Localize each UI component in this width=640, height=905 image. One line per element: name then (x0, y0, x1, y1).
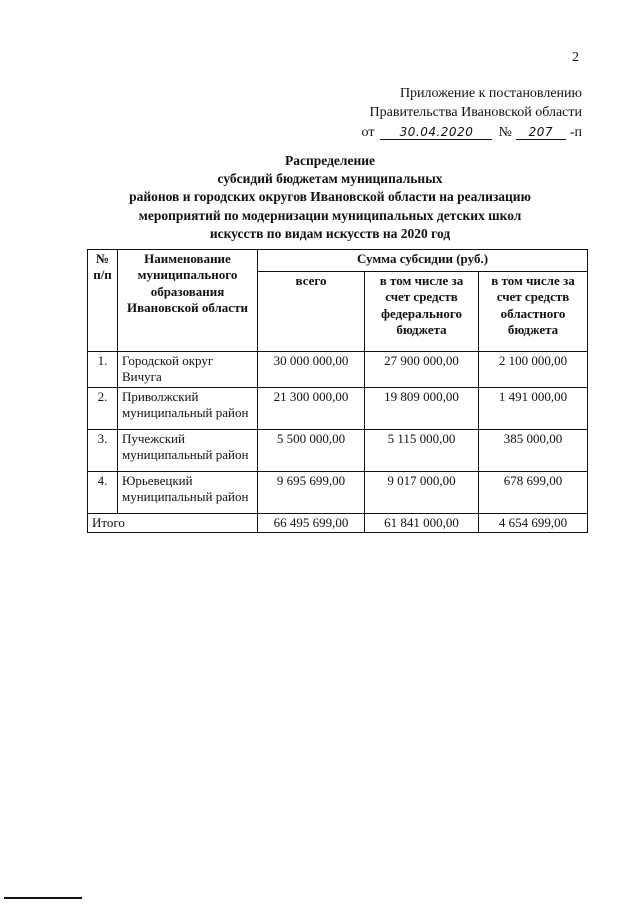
row-total: 21 300 000,00 (258, 387, 365, 429)
handwritten-number: 207 (516, 126, 566, 140)
row-total: 9 695 699,00 (258, 471, 365, 513)
appendix-date-line (362, 123, 582, 142)
header-subsidy-sum: Сумма субсидии (руб.) (258, 250, 588, 272)
totals-row (88, 513, 588, 532)
number-prefix: № (498, 124, 512, 140)
header-regional: в том числе за счет средств областного бюджета (479, 272, 588, 352)
row-regional: 678 699,00 (479, 471, 588, 513)
totals-label: Итого (88, 513, 258, 532)
date-prefix: от (361, 124, 375, 140)
row-number: 2. (88, 387, 118, 429)
row-regional: 1 491 000,00 (479, 387, 588, 429)
row-number: 1. (88, 352, 118, 388)
row-municipality: Юрьевецкий муниципальный район (118, 471, 258, 513)
table-row (88, 429, 588, 471)
row-municipality: Приволжский муниципальный район (118, 387, 258, 429)
row-total: 5 500 000,00 (258, 429, 365, 471)
row-regional: 385 000,00 (479, 429, 588, 471)
row-total: 30 000 000,00 (258, 352, 365, 388)
number-suffix: -п (569, 124, 582, 140)
title-line-5: искусств по видам искусств на 2020 год (209, 225, 451, 241)
row-number: 4. (88, 471, 118, 513)
footer-rule (4, 897, 82, 899)
table-row (88, 387, 588, 429)
totals-regional: 4 654 699,00 (479, 513, 588, 532)
appendix-block (362, 84, 582, 142)
totals-total: 66 495 699,00 (258, 513, 365, 532)
appendix-line-1: Приложение к постановлению (399, 86, 582, 101)
title-line-1: Распределение (284, 153, 376, 168)
header-federal: в том числе за счет средств федерального бюджета (365, 272, 479, 352)
row-regional: 2 100 000,00 (479, 352, 588, 388)
subsidy-table (87, 249, 588, 533)
row-municipality: Пучежский муниципальный район (118, 429, 258, 471)
header-total: всего (258, 272, 365, 352)
page-number: 2 (572, 50, 579, 65)
header-number: № п/п (88, 250, 118, 352)
table-row (88, 471, 588, 513)
table-row (88, 352, 588, 388)
title-line-3: районов и городских округов Ивановской области на реализацию (129, 189, 531, 205)
row-municipality: Городской округ Вичуга (118, 352, 258, 388)
row-federal: 9 017 000,00 (365, 471, 479, 513)
document-title (60, 152, 600, 243)
row-federal: 5 115 000,00 (365, 429, 479, 471)
appendix-line-2: Правительства Ивановской области (369, 105, 582, 121)
row-number: 3. (88, 429, 118, 471)
totals-federal: 61 841 000,00 (365, 513, 479, 532)
row-federal: 27 900 000,00 (365, 352, 479, 388)
title-line-2: субсидий бюджетам муниципальных (217, 171, 443, 187)
title-line-4: мероприятий по модернизации муниципальных детских школ (138, 207, 522, 223)
handwritten-date: 30.04.2020 (380, 126, 492, 140)
header-municipality: Наименование муниципального образования Ивановской области (118, 250, 258, 352)
row-federal: 19 809 000,00 (365, 387, 479, 429)
